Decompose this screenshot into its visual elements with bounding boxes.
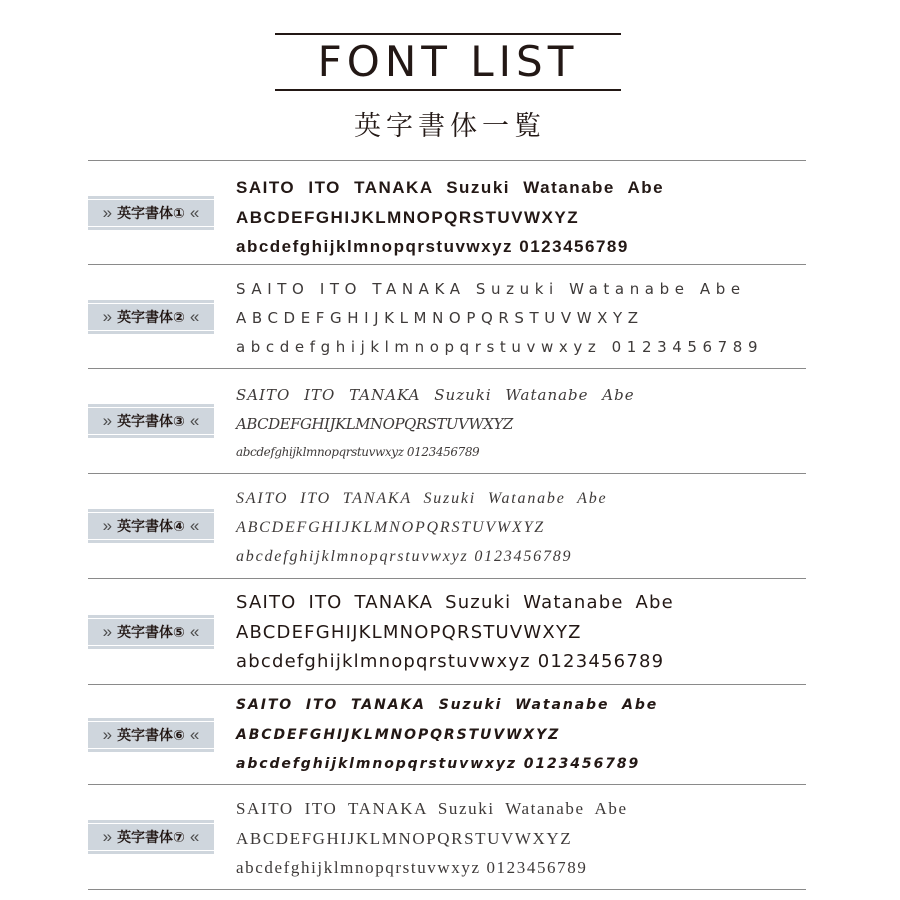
font-samples [236,381,635,467]
sample-names: SAITO ITO TANAKA Suzuki Watanabe Abe [236,490,608,507]
chevrons-left-icon: « [189,621,200,641]
font-label-text: 英字書体③ [117,413,185,429]
font-label [88,404,214,438]
chevrons-left-icon: « [189,306,200,326]
sample-lowercase-digits: abcdefghijklmnopqrstuvwxyz 0123456789 [236,548,573,565]
chevrons-right-icon: » [102,827,113,846]
font-samples [236,484,607,571]
font-row [88,368,806,473]
sample-names: SAITO ITO TANAKA Suzuki Watanabe Abe [236,280,746,298]
font-label [88,509,214,543]
font-samples [236,588,674,677]
font-samples [236,173,664,262]
font-row [88,473,806,578]
font-label [88,615,214,649]
font-row [88,160,806,264]
chevrons-right-icon: » [102,516,113,535]
font-row [88,784,806,890]
sample-uppercase: ABCDEFGHIJKLMNOPQRSTUVWXYZ [236,726,561,743]
sample-names: SAITO ITO TANAKA Suzuki Watanabe Abe [236,592,674,613]
font-samples [236,691,658,780]
chevrons-right-icon: » [102,411,113,430]
font-samples [236,794,628,883]
chevrons-left-icon: « [189,724,200,744]
font-label-text: 英字書体① [117,204,185,221]
page-subtitle: 英字書体一覧 [354,111,546,142]
sample-names: SAITO ITO TANAKA Suzuki Watanabe Abe [236,799,628,818]
font-label [88,718,214,752]
sample-uppercase: ABCDEFGHIJKLMNOPQRSTUVWXYZ [236,519,546,536]
font-row [88,578,806,684]
sample-names: SAITO ITO TANAKA Suzuki Watanabe Abe [236,386,635,404]
page-title: FONT LIST [317,37,579,86]
sample-names: SAITO ITO TANAKA Suzuki Watanabe Abe [236,178,665,197]
sample-lowercase-digits: abcdefghijklmnopqrstuvwxyz 0123456789 [236,756,641,772]
chevrons-right-icon: » [102,306,113,326]
font-samples [236,275,763,362]
sample-uppercase: ABCDEFGHIJKLMNOPQRSTUVWXYZ [236,414,513,433]
chevrons-right-icon: » [102,202,113,222]
sample-lowercase-digits: abcdefghijklmnopqrstuvwxyz 0123456789 [236,651,665,672]
sample-names: SAITO ITO TANAKA Suzuki Watanabe Abe [236,697,659,713]
chevrons-left-icon: « [189,411,200,430]
font-label-text: 英字書体④ [117,518,185,534]
chevrons-left-icon: « [189,827,200,846]
sample-uppercase: ABCDEFGHIJKLMNOPQRSTUVWXYZ [236,207,580,227]
chevrons-right-icon: » [102,724,113,744]
sample-lowercase-digits: abcdefghijklmnopqrstuvwxyz 0123456789 [236,445,480,459]
font-label [88,820,214,854]
sample-lowercase-digits: abcdefghijklmnopqrstuvwxyz 0123456789 [236,237,629,256]
chevrons-left-icon: « [189,202,200,222]
title-bottom-rule [275,89,621,91]
font-row [88,684,806,784]
sample-uppercase: ABCDEFGHIJKLMNOPQRSTUVWXYZ [236,309,644,327]
sample-lowercase-digits: abcdefghijklmnopqrstuvwxyz 0123456789 [236,858,588,877]
chevrons-right-icon: » [102,621,113,641]
sample-uppercase: ABCDEFGHIJKLMNOPQRSTUVWXYZ [236,828,573,848]
sample-uppercase: ABCDEFGHIJKLMNOPQRSTUVWXYZ [236,621,582,643]
font-label-text: 英字書体⑥ [117,726,185,743]
font-label-text: 英字書体⑦ [117,829,185,845]
chevrons-left-icon: « [189,516,200,535]
font-label-text: 英字書体⑤ [117,623,185,640]
sample-lowercase-digits: abcdefghijklmnopqrstuvwxyz 0123456789 [236,338,764,356]
font-list [88,160,806,890]
font-label-text: 英字書体② [117,308,185,325]
font-row [88,264,806,368]
font-label [88,196,214,230]
header [275,33,621,91]
font-label [88,300,214,334]
